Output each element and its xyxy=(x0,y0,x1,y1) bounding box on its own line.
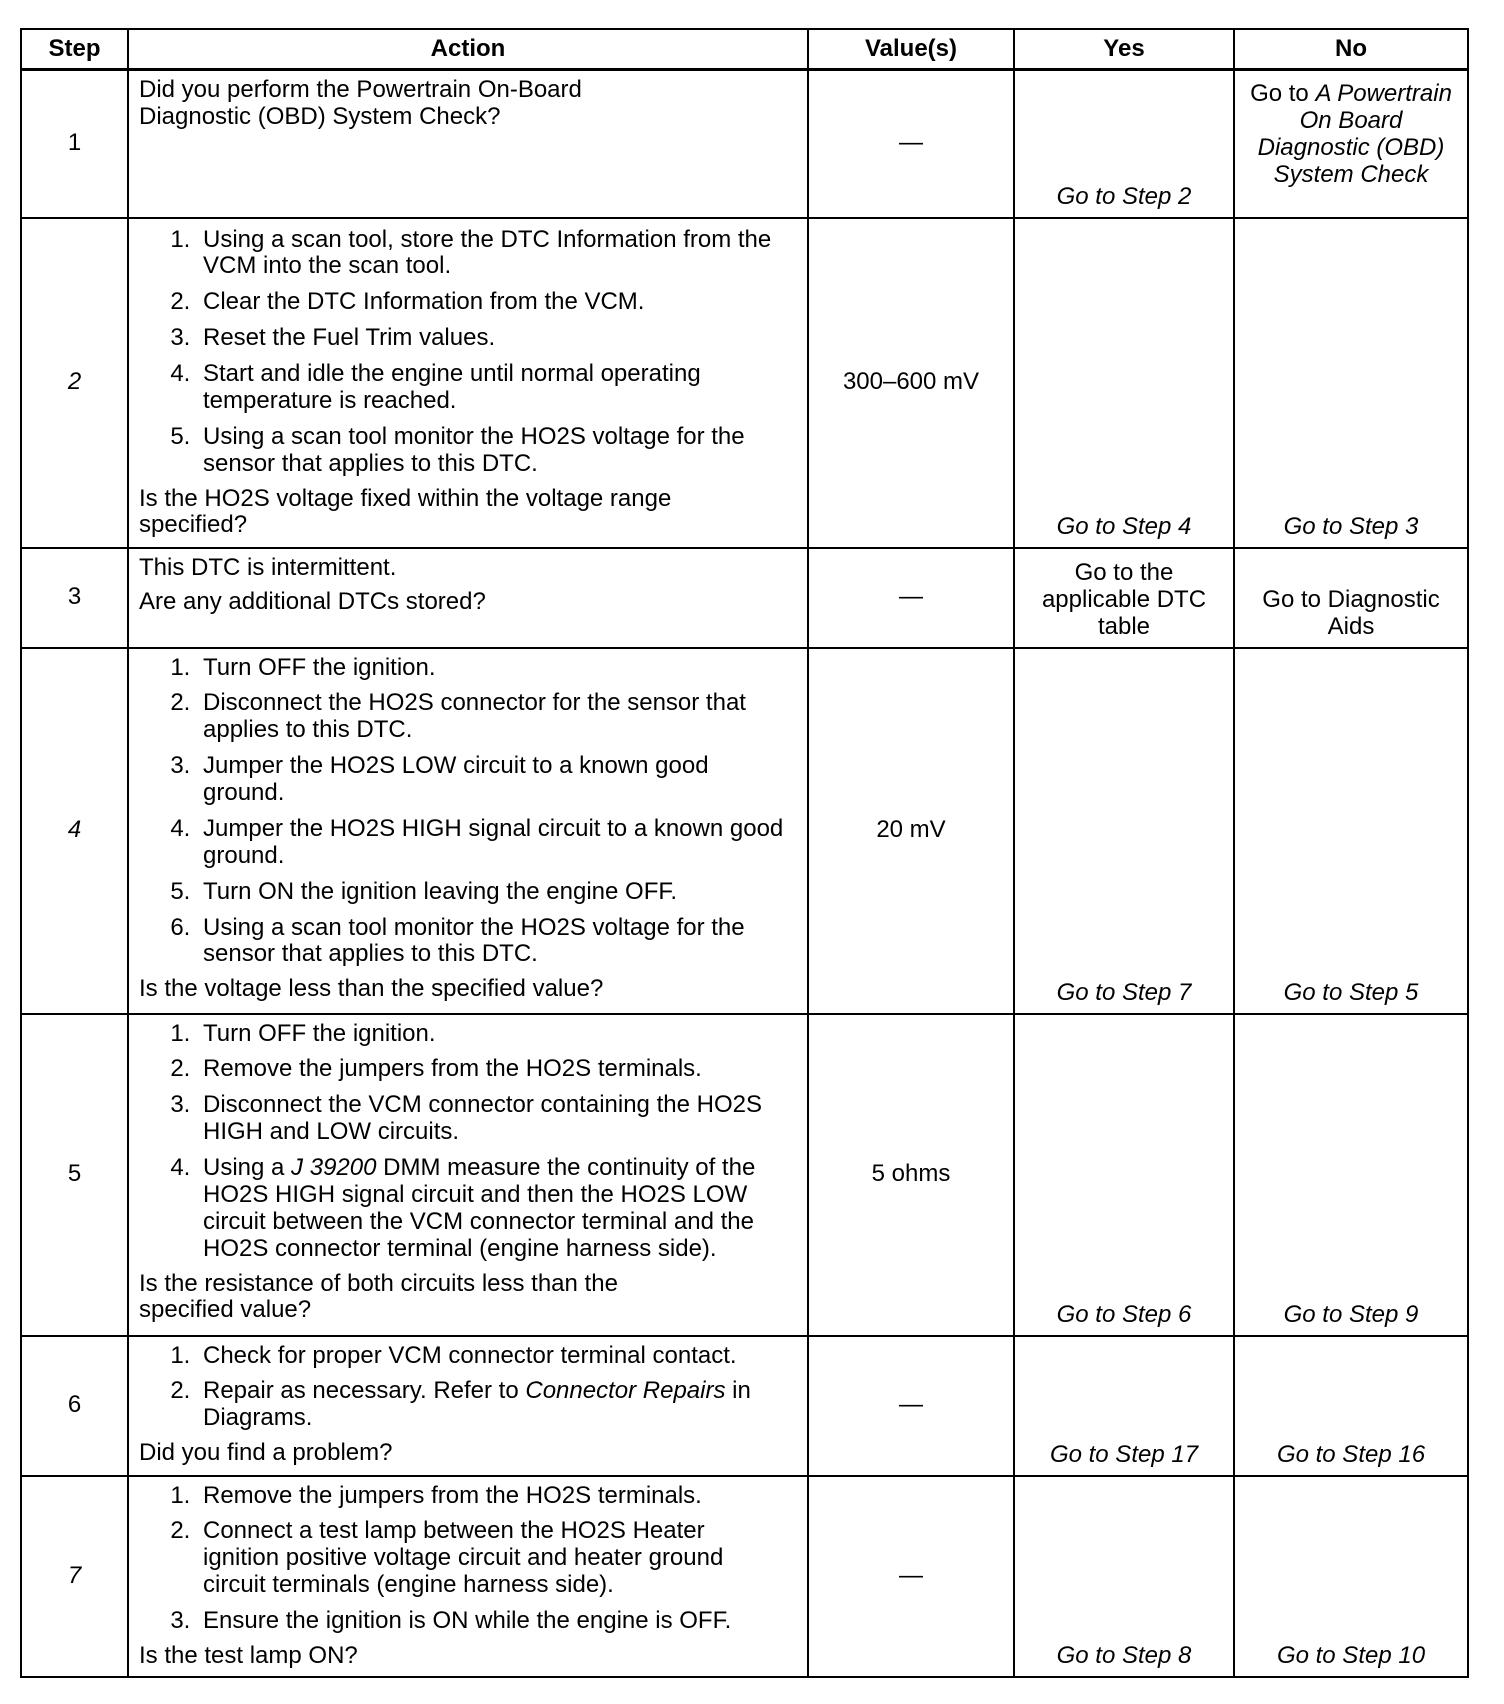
list-item: 2. Disconnect the HO2S connector for the sensor that applies to this DTC. xyxy=(197,690,795,744)
table-row xyxy=(21,1476,1468,1677)
list-item: 4. Start and idle the engine until normal operating temperature is reached. xyxy=(197,361,795,415)
yes-cell: Go to Step 6 xyxy=(1014,1014,1234,1336)
list-item: 1. Check for proper VCM connector terminal contact. xyxy=(197,1343,795,1370)
value-cell: 300–600 mV xyxy=(808,218,1014,548)
value-cell: — xyxy=(808,1476,1014,1677)
action-question: Is the HO2S voltage fixed within the voltage range specified? xyxy=(139,484,672,539)
list-item: 4. Using a J 39200 DMM measure the continuity of the HO2S HIGH signal circuit and then the HO2S LOW circuit between the VCM connector terminal and the HO2S connector terminal (engine harness side). xyxy=(197,1155,795,1263)
header-step: Step xyxy=(21,29,128,70)
step-number: 2 xyxy=(21,218,128,548)
list-item: 5. Using a scan tool monitor the HO2S voltage for the sensor that applies to this DTC. xyxy=(197,424,795,478)
yes-cell: Go to Step 7 xyxy=(1014,648,1234,1014)
table-row xyxy=(21,1336,1468,1476)
list-item: 4. Jumper the HO2S HIGH signal circuit to a known good ground. xyxy=(197,816,795,870)
header-no: No xyxy=(1234,29,1468,70)
step-number: 1 xyxy=(21,70,128,218)
action-question: Did you find a problem? xyxy=(139,1439,393,1467)
value-cell: 20 mV xyxy=(808,648,1014,1014)
value-cell: — xyxy=(808,70,1014,218)
step-number: 4 xyxy=(21,648,128,1014)
action-steps xyxy=(139,655,795,969)
diagnostic-table xyxy=(20,28,1469,1678)
list-item: 3. Jumper the HO2S LOW circuit to a known good ground. xyxy=(197,753,795,807)
header-row xyxy=(21,29,1468,70)
step-number: 3 xyxy=(21,548,128,648)
header-yes: Yes xyxy=(1014,29,1234,70)
list-item: 5. Turn ON the ignition leaving the engine OFF. xyxy=(197,879,795,906)
no-cell: Go to Step 3 xyxy=(1234,218,1468,548)
no-cell: Go to A Powertrain On Board Diagnostic (OBD) System Check xyxy=(1234,70,1468,218)
action-cell xyxy=(128,218,808,548)
header-values: Value(s) xyxy=(808,29,1014,70)
table-row xyxy=(21,70,1468,218)
action-question: Are any additional DTCs stored? xyxy=(139,588,486,616)
list-item: 3. Ensure the ignition is ON while the engine is OFF. xyxy=(197,1608,795,1635)
header-action: Action xyxy=(128,29,808,70)
list-item: 1. Turn OFF the ignition. xyxy=(197,655,795,682)
list-item: 3. Disconnect the VCM connector containing the HO2S HIGH and LOW circuits. xyxy=(197,1092,795,1146)
yes-cell: Go to Step 4 xyxy=(1014,218,1234,548)
connector-repairs-reference: Connector Repairs xyxy=(525,1377,726,1405)
step-number: 7 xyxy=(21,1476,128,1677)
action-steps xyxy=(139,1343,795,1433)
no-cell: Go to Step 5 xyxy=(1234,648,1468,1014)
step-number: 5 xyxy=(21,1014,128,1336)
value-cell: — xyxy=(808,548,1014,648)
action-cell xyxy=(128,1476,808,1677)
action-intro: This DTC is intermittent. xyxy=(139,553,397,581)
action-cell xyxy=(128,70,808,218)
table-row xyxy=(21,218,1468,548)
action-question: Is the test lamp ON? xyxy=(139,1641,358,1669)
action-question: Did you perform the Powertrain On-Board Diagnostic (OBD) System Check? xyxy=(139,76,582,130)
list-item: 1. Turn OFF the ignition. xyxy=(197,1021,795,1048)
action-cell xyxy=(128,1336,808,1476)
action-steps xyxy=(139,1021,795,1263)
action-steps xyxy=(139,227,795,478)
no-cell: Go to Step 16 xyxy=(1234,1336,1468,1476)
action-question: Is the resistance of both circuits less than the specified value? xyxy=(139,1269,618,1324)
action-question: Is the voltage less than the specified value? xyxy=(139,975,604,1003)
no-cell: Go to Step 9 xyxy=(1234,1014,1468,1336)
list-item: 2. Remove the jumpers from the HO2S terminals. xyxy=(197,1056,795,1083)
action-cell xyxy=(128,1014,808,1336)
table-row xyxy=(21,1014,1468,1336)
list-item: 2. Connect a test lamp between the HO2S Heater ignition positive voltage circuit and heater ground circuit terminals (engine harness side). xyxy=(197,1518,763,1599)
table-row xyxy=(21,548,1468,648)
action-cell xyxy=(128,548,808,648)
no-cell: Go to Diagnostic Aids xyxy=(1234,548,1468,648)
list-item: 3. Reset the Fuel Trim values. xyxy=(197,325,795,352)
no-cell: Go to Step 10 xyxy=(1234,1476,1468,1677)
list-item: 2. Clear the DTC Information from the VCM. xyxy=(197,289,795,316)
value-cell: — xyxy=(808,1336,1014,1476)
yes-cell: Go to the applicable DTC table xyxy=(1014,548,1234,648)
yes-cell: Go to Step 8 xyxy=(1014,1476,1234,1677)
action-steps xyxy=(139,1483,795,1635)
yes-cell: Go to Step 17 xyxy=(1014,1336,1234,1476)
value-cell: 5 ohms xyxy=(808,1014,1014,1336)
table-row xyxy=(21,648,1468,1014)
action-cell xyxy=(128,648,808,1014)
step-number: 6 xyxy=(21,1336,128,1476)
list-item: 1. Remove the jumpers from the HO2S terminals. xyxy=(197,1483,795,1510)
list-item: 1. Using a scan tool, store the DTC Information from the VCM into the scan tool. xyxy=(197,227,795,281)
yes-cell: Go to Step 2 xyxy=(1014,70,1234,218)
list-item: 2. Repair as necessary. Refer to Connector Repairs in Diagrams. xyxy=(197,1378,795,1432)
list-item: 6. Using a scan tool monitor the HO2S voltage for the sensor that applies to this DTC. xyxy=(197,915,795,969)
tool-reference: J 39200 xyxy=(291,1154,377,1181)
